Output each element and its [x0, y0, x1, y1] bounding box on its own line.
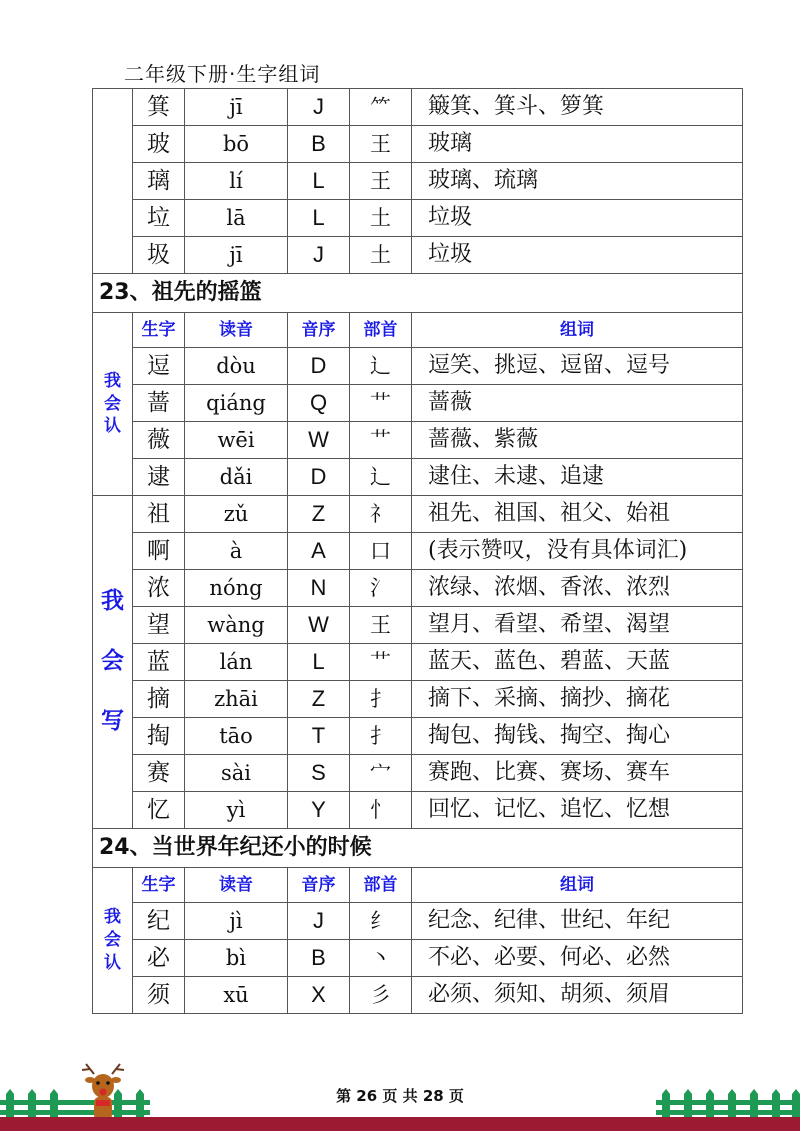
pinyin-cell: qiáng [185, 385, 288, 422]
sequence-cell: D [288, 459, 350, 496]
words-cell: 祖先、祖国、祖父、始祖 [412, 496, 743, 533]
sequence-cell: Z [288, 681, 350, 718]
table-row [93, 792, 743, 829]
words-cell: 掏包、掏钱、掏空、掏心 [412, 718, 743, 755]
radical-cell: 艹 [350, 644, 412, 681]
radical-cell: 忄 [350, 792, 412, 829]
pinyin-cell: lí [185, 163, 288, 200]
vocabulary-table [92, 88, 743, 1014]
sequence-cell: S [288, 755, 350, 792]
page-number: 第 26 页 共 28 页 [336, 1087, 464, 1105]
char-cell: 望 [133, 607, 185, 644]
words-cell: 簸箕、箕斗、箩箕 [412, 89, 743, 126]
table-row [93, 607, 743, 644]
char-cell: 须 [133, 977, 185, 1014]
column-header-row [93, 313, 743, 348]
lesson-title-row [93, 274, 743, 313]
sequence-cell: X [288, 977, 350, 1014]
pinyin-cell: zǔ [185, 496, 288, 533]
char-cell: 玻 [133, 126, 185, 163]
sequence-cell: L [288, 163, 350, 200]
pinyin-cell: wàng [185, 607, 288, 644]
pinyin-cell: xū [185, 977, 288, 1014]
char-cell: 蓝 [133, 644, 185, 681]
sequence-cell: J [288, 237, 350, 274]
footer-band [0, 1117, 800, 1131]
char-cell: 箕 [133, 89, 185, 126]
table-row [93, 718, 743, 755]
table-row [93, 237, 743, 274]
table-row [93, 496, 743, 533]
radical-cell: 宀 [350, 755, 412, 792]
words-cell: 垃圾 [412, 237, 743, 274]
radical-cell: 王 [350, 607, 412, 644]
radical-cell: 艹 [350, 385, 412, 422]
header-sequence: 音序 [288, 313, 350, 348]
radical-cell: ⺮ [350, 89, 412, 126]
words-cell: 玻璃 [412, 126, 743, 163]
header-sequence: 音序 [288, 868, 350, 903]
char-cell: 薇 [133, 422, 185, 459]
table-row [93, 459, 743, 496]
sequence-cell: Q [288, 385, 350, 422]
pinyin-cell: jī [185, 237, 288, 274]
radical-cell: 纟 [350, 903, 412, 940]
table-row [93, 200, 743, 237]
table-row [93, 940, 743, 977]
char-cell: 摘 [133, 681, 185, 718]
radical-cell: 扌 [350, 681, 412, 718]
words-cell: 蓝天、蓝色、碧蓝、天蓝 [412, 644, 743, 681]
words-cell: 望月、看望、希望、渴望 [412, 607, 743, 644]
char-cell: 浓 [133, 570, 185, 607]
words-cell: 摘下、采摘、摘抄、摘花 [412, 681, 743, 718]
header-radical: 部首 [350, 313, 412, 348]
table-row [93, 903, 743, 940]
words-cell: 玻璃、琉璃 [412, 163, 743, 200]
sequence-cell: A [288, 533, 350, 570]
sequence-cell: L [288, 200, 350, 237]
words-cell: 纪念、纪律、世纪、年纪 [412, 903, 743, 940]
char-cell: 逮 [133, 459, 185, 496]
pinyin-cell: jī [185, 89, 288, 126]
table-row [93, 755, 743, 792]
words-cell: 逗笑、挑逗、逗留、逗号 [412, 348, 743, 385]
radical-cell: 礻 [350, 496, 412, 533]
radical-cell: 艹 [350, 422, 412, 459]
table-row [93, 89, 743, 126]
table-row [93, 977, 743, 1014]
words-cell: 必须、须知、胡须、须眉 [412, 977, 743, 1014]
radical-cell: 土 [350, 237, 412, 274]
header-pinyin: 读音 [185, 868, 288, 903]
words-cell: 逮住、未逮、追逮 [412, 459, 743, 496]
radical-cell: 辶 [350, 348, 412, 385]
sequence-cell: T [288, 718, 350, 755]
pinyin-cell: lán [185, 644, 288, 681]
pinyin-cell: à [185, 533, 288, 570]
lesson-title-row [93, 829, 743, 868]
sequence-cell: J [288, 89, 350, 126]
sequence-cell: L [288, 644, 350, 681]
words-cell: 垃圾 [412, 200, 743, 237]
pinyin-cell: lā [185, 200, 288, 237]
radical-cell: 王 [350, 163, 412, 200]
pinyin-cell: dǎi [185, 459, 288, 496]
char-cell: 啊 [133, 533, 185, 570]
sequence-cell: Y [288, 792, 350, 829]
words-cell: (表示赞叹，没有具体词汇) [412, 533, 743, 570]
page-title: 二年级下册·生字组词 [124, 62, 321, 86]
pinyin-cell: jì [185, 903, 288, 940]
words-cell: 回忆、记忆、追忆、忆想 [412, 792, 743, 829]
sequence-cell: B [288, 940, 350, 977]
radical-cell: 土 [350, 200, 412, 237]
table-row [93, 681, 743, 718]
pinyin-cell: dòu [185, 348, 288, 385]
char-cell: 垃 [133, 200, 185, 237]
words-cell: 蔷薇、紫薇 [412, 422, 743, 459]
pinyin-cell: nóng [185, 570, 288, 607]
char-cell: 蔷 [133, 385, 185, 422]
recognize-label: 我 会 认 [93, 868, 133, 1014]
radical-cell: 辶 [350, 459, 412, 496]
pinyin-cell: sài [185, 755, 288, 792]
recognize-label: 我 会 认 [93, 313, 133, 496]
sequence-cell: N [288, 570, 350, 607]
char-cell: 掏 [133, 718, 185, 755]
header-char: 生字 [133, 868, 185, 903]
table-row [93, 644, 743, 681]
char-cell: 璃 [133, 163, 185, 200]
sequence-cell: W [288, 422, 350, 459]
char-cell: 忆 [133, 792, 185, 829]
header-radical: 部首 [350, 868, 412, 903]
radical-cell: 氵 [350, 570, 412, 607]
lesson-title: 23、祖先的摇篮 [93, 274, 743, 313]
group-cell-empty [93, 89, 133, 274]
sequence-cell: J [288, 903, 350, 940]
header-pinyin: 读音 [185, 313, 288, 348]
sequence-cell: W [288, 607, 350, 644]
header-char: 生字 [133, 313, 185, 348]
table-row [93, 570, 743, 607]
table-row [93, 533, 743, 570]
radical-cell: 扌 [350, 718, 412, 755]
radical-cell: 口 [350, 533, 412, 570]
sequence-cell: Z [288, 496, 350, 533]
radical-cell: 彡 [350, 977, 412, 1014]
char-cell: 赛 [133, 755, 185, 792]
table-row [93, 385, 743, 422]
table-row [93, 422, 743, 459]
table-row [93, 126, 743, 163]
char-cell: 必 [133, 940, 185, 977]
words-cell: 蔷薇 [412, 385, 743, 422]
header-words: 组词 [412, 868, 743, 903]
write-label: 我 会 写 [93, 496, 133, 829]
header-words: 组词 [412, 313, 743, 348]
radical-cell: 丶 [350, 940, 412, 977]
lesson-title: 24、当世界年纪还小的时候 [93, 829, 743, 868]
pinyin-cell: wēi [185, 422, 288, 459]
table-row [93, 348, 743, 385]
words-cell: 不必、必要、何必、必然 [412, 940, 743, 977]
column-header-row [93, 868, 743, 903]
words-cell: 浓绿、浓烟、香浓、浓烈 [412, 570, 743, 607]
char-cell: 祖 [133, 496, 185, 533]
char-cell: 纪 [133, 903, 185, 940]
sequence-cell: D [288, 348, 350, 385]
pinyin-cell: tāo [185, 718, 288, 755]
table-row [93, 163, 743, 200]
pinyin-cell: bō [185, 126, 288, 163]
sequence-cell: B [288, 126, 350, 163]
pinyin-cell: zhāi [185, 681, 288, 718]
words-cell: 赛跑、比赛、赛场、赛车 [412, 755, 743, 792]
char-cell: 圾 [133, 237, 185, 274]
pinyin-cell: bì [185, 940, 288, 977]
radical-cell: 王 [350, 126, 412, 163]
pinyin-cell: yì [185, 792, 288, 829]
char-cell: 逗 [133, 348, 185, 385]
